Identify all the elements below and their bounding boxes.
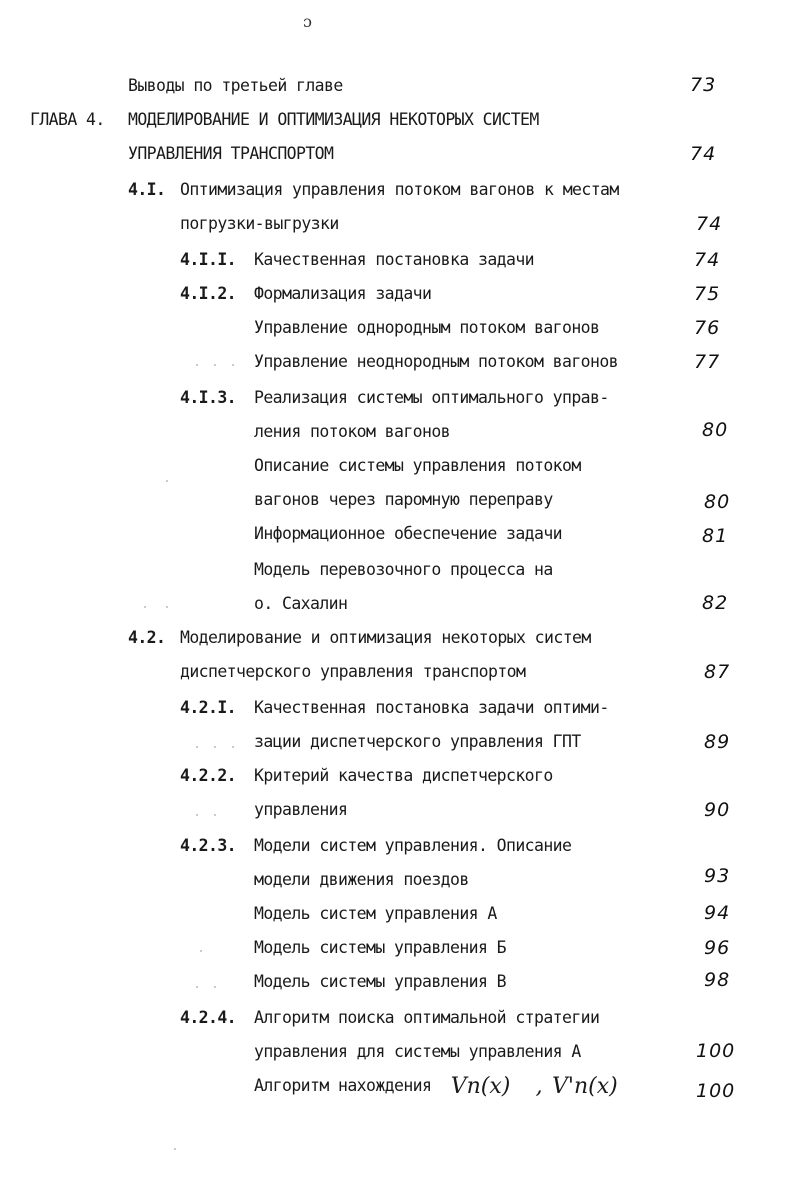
toc-entry-title: ления потоком вагонов (254, 422, 451, 441)
scan-speck (200, 950, 202, 952)
toc-entry-title: Описание системы управления потоком (254, 456, 581, 475)
scan-speck (214, 364, 216, 366)
toc-entry-title: УПРАВЛЕНИЯ ТРАНСПОРТОМ (128, 144, 334, 163)
toc-entry-title: модели движения поездов (254, 870, 469, 889)
toc-entry-page: 80 (704, 491, 731, 513)
toc-entry-formula-line (254, 1076, 618, 1106)
toc-section-number: 4.2.2. (180, 766, 237, 785)
toc-section-number: 4.2.3. (180, 836, 237, 855)
toc-entry-page: 82 (702, 592, 729, 614)
scan-speck (196, 364, 198, 366)
toc-entry-title: о. Сахалин (254, 594, 348, 613)
toc-entry-page: 80 (702, 419, 729, 441)
scan-speck (166, 606, 168, 608)
toc-entry-page: 100 (696, 1040, 736, 1062)
toc-entry-page: 96 (704, 937, 731, 959)
toc-entry-title: Модели систем управления. Описание (254, 836, 572, 855)
toc-entry-page: 93 (704, 865, 731, 887)
scan-speck (166, 480, 168, 482)
toc-section-number: 4.I.3. (180, 388, 237, 407)
toc-entry-title: МОДЕЛИРОВАНИЕ И ОПТИМИЗАЦИЯ НЕКОТОРЫХ СИСТЕМ (128, 110, 539, 129)
scan-speck (214, 746, 216, 748)
toc-entry-title: Модель системы управления Б (254, 938, 507, 957)
scan-speck (144, 606, 146, 608)
scan-speck (196, 746, 198, 748)
toc-entry-title: Алгоритм нахождения (254, 1076, 432, 1095)
toc-entry-page: 100 (696, 1080, 736, 1102)
toc-entry-title: Оптимизация управления потоком вагонов к местам (180, 180, 619, 199)
toc-entry-title: управления (254, 800, 348, 819)
toc-entry-page: 74 (694, 249, 721, 271)
toc-entry-title: управления для системы управления А (254, 1042, 581, 1061)
toc-section-number: 4.I.I. (180, 250, 237, 269)
toc-entry-title: Модель систем управления А (254, 904, 497, 923)
toc-entry-title: Модель перевозочного процесса на (254, 560, 553, 579)
toc-entry-title: Критерий качества диспетчерского (254, 766, 553, 785)
toc-section-number: 4.I.2. (180, 284, 237, 303)
toc-entry-title: Качественная постановка задачи оптими- (254, 698, 609, 717)
toc-entry-page: 75 (694, 283, 721, 305)
toc-entry-title: Управление однородным потоком вагонов (254, 318, 600, 337)
toc-entry-title: Выводы по третьей главе (128, 76, 343, 95)
toc-entry-title: зации диспетчерского управления ГПТ (254, 732, 581, 751)
toc-entry-page: 94 (704, 902, 731, 924)
toc-entry-title: Реализация системы оптимального управ- (254, 388, 609, 407)
toc-entry-title: Управление неоднородным потоком вагонов (254, 352, 619, 371)
toc-entry-page: 74 (690, 143, 717, 165)
toc-section-number: 4.2. (128, 628, 166, 647)
toc-entry-title: диспетчерского управления транспортом (180, 662, 526, 681)
toc-entry-title: Моделирование и оптимизация некоторых систем (180, 628, 591, 647)
scan-speck (214, 986, 216, 988)
toc-entry-title: погрузки-выгрузки (180, 214, 339, 233)
toc-entry-page: 81 (702, 525, 729, 547)
toc-section-number: 4.2.4. (180, 1008, 237, 1027)
toc-entry-page: 76 (694, 317, 721, 339)
scan-speck (232, 746, 234, 748)
scan-speck (196, 814, 198, 816)
scan-speck (232, 364, 234, 366)
toc-entry-page: 89 (704, 731, 731, 753)
toc-section-number: 4.2.I. (180, 698, 237, 717)
toc-chapter-number: ГЛАВА 4. (30, 110, 105, 129)
scan-speck (214, 814, 216, 816)
toc-entry-page: 73 (690, 74, 717, 96)
formula-vn-prime: V'n(x) (552, 1074, 618, 1099)
toc-entry-title: Модель системы управления В (254, 972, 507, 991)
toc-entry-page: 74 (696, 213, 723, 235)
scan-speck (174, 1148, 176, 1150)
formula-separator: , (535, 1074, 543, 1099)
toc-entry-page: 98 (704, 969, 731, 991)
toc-entry-page: 87 (704, 661, 731, 683)
formula-vn: Vn(x) (450, 1074, 511, 1099)
toc-entry-title: Формализация задачи (254, 284, 432, 303)
toc-entry-title: Качественная постановка задачи (254, 250, 535, 269)
scan-speck (196, 986, 198, 988)
toc-section-number: 4.I. (128, 180, 166, 199)
toc-entry-title: вагонов через паромную переправу (254, 490, 553, 509)
toc-entry-page: 90 (704, 799, 731, 821)
toc-entry-title: Информационное обеспечение задачи (254, 524, 563, 543)
page-mark: ɔ (303, 12, 312, 31)
toc-entry-title: Алгоритм поиска оптимальной стратегии (254, 1008, 600, 1027)
toc-entry-page: 77 (694, 351, 721, 373)
